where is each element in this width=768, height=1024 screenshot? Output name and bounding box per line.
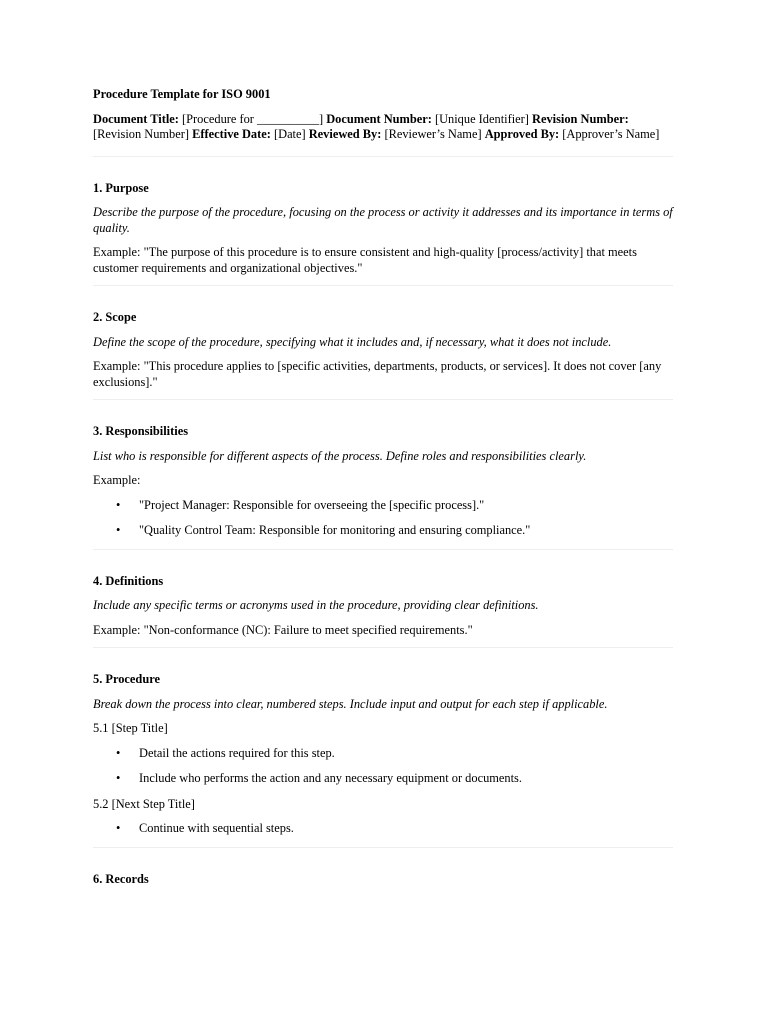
section-responsibilities: [93, 424, 673, 550]
list-item: [93, 746, 673, 762]
meta-effective-label: Effective Date:: [192, 127, 271, 141]
meta-approved-label: Approved By:: [484, 127, 560, 141]
meta-doc-title-value: [Procedure for __________]: [178, 111, 327, 126]
document-page: [93, 87, 673, 896]
list-item-text: Detail the actions required for this step.: [139, 745, 335, 760]
meta-doc-title-label: Document Title:: [93, 111, 179, 126]
list-item-text: "Project Manager: Responsible for overseeing the [specific process].": [139, 497, 485, 512]
divider: [93, 156, 673, 157]
section-purpose: [93, 181, 673, 287]
section-example-label: Example:: [93, 473, 141, 487]
section-heading: 6. Records: [93, 871, 149, 886]
bullet-icon: •: [116, 745, 121, 760]
divider: [93, 399, 673, 400]
section-description: Define the scope of the procedure, specifying what it includes and, if necessary, what it does not include.: [93, 334, 612, 349]
list-item-text: Continue with sequential steps.: [139, 821, 294, 835]
section-heading: 1. Purpose: [93, 180, 149, 195]
list-item: [93, 821, 673, 837]
bullet-list: [93, 498, 673, 539]
section-definitions: [93, 574, 673, 649]
section-heading: 2. Scope: [93, 310, 137, 324]
section-heading: 5. Procedure: [93, 672, 160, 686]
meta-effective-value: [Date]: [270, 127, 309, 141]
meta-reviewed-value: [Reviewer’s Name]: [381, 127, 485, 141]
step-title: 5.1 [Step Title]: [93, 721, 168, 735]
meta-approved-value: [Approver’s Name]: [559, 127, 660, 141]
step-title: 5.2 [Next Step Title]: [93, 796, 195, 811]
document-heading: Procedure Template for ISO 9001: [93, 87, 271, 101]
bullet-list: [93, 821, 673, 837]
meta-reviewed-label: Reviewed By:: [308, 127, 382, 141]
meta-revision-label: Revision Number:: [532, 111, 629, 126]
section-description: Include any specific terms or acronyms used in the procedure, providing clear definitions.: [93, 598, 539, 612]
section-description: List who is responsible for different aspects of the process. Define roles and responsibilities clearly.: [93, 448, 587, 463]
section-heading: 3. Responsibilities: [93, 424, 189, 438]
section-description: Describe the purpose of the procedure, focusing on the process or activity it addresses and its importance in terms of quality.: [93, 205, 673, 235]
section-description: Break down the process into clear, numbered steps. Include input and output for each step if applicable.: [93, 696, 608, 711]
section-example: Example: "Non-conformance (NC): Failure to meet specified requirements.": [93, 622, 473, 637]
section-example: Example: "The purpose of this procedure is to ensure consistent and high-quality [process/activity] that meets customer requirements and organizational objectives.": [93, 245, 637, 275]
divider: [93, 647, 673, 648]
bullet-list: [93, 746, 673, 787]
bullet-icon: •: [116, 497, 121, 512]
list-item: [93, 498, 673, 514]
section-procedure: [93, 672, 673, 848]
meta-doc-number-label: Document Number:: [326, 111, 432, 126]
list-item: [93, 523, 673, 539]
section-scope: [93, 310, 673, 400]
section-heading: 4. Definitions: [93, 573, 164, 588]
bullet-icon: •: [116, 821, 121, 835]
bullet-icon: •: [116, 771, 121, 785]
divider: [93, 847, 673, 848]
list-item-text: Include who performs the action and any necessary equipment or documents.: [139, 771, 522, 785]
section-records: [93, 872, 673, 888]
list-item: [93, 771, 673, 787]
meta-doc-number-value: [Unique Identifier]: [431, 111, 532, 126]
divider: [93, 549, 673, 550]
section-example: Example: "This procedure applies to [specific activities, departments, products, or services]. It does not cover [any exclusions].": [93, 359, 662, 389]
bullet-icon: •: [116, 523, 121, 537]
document-metadata: [93, 112, 673, 143]
list-item-text: "Quality Control Team: Responsible for monitoring and ensuring compliance.": [139, 523, 531, 537]
divider: [93, 285, 673, 286]
meta-revision-value: [Revision Number]: [93, 127, 193, 141]
